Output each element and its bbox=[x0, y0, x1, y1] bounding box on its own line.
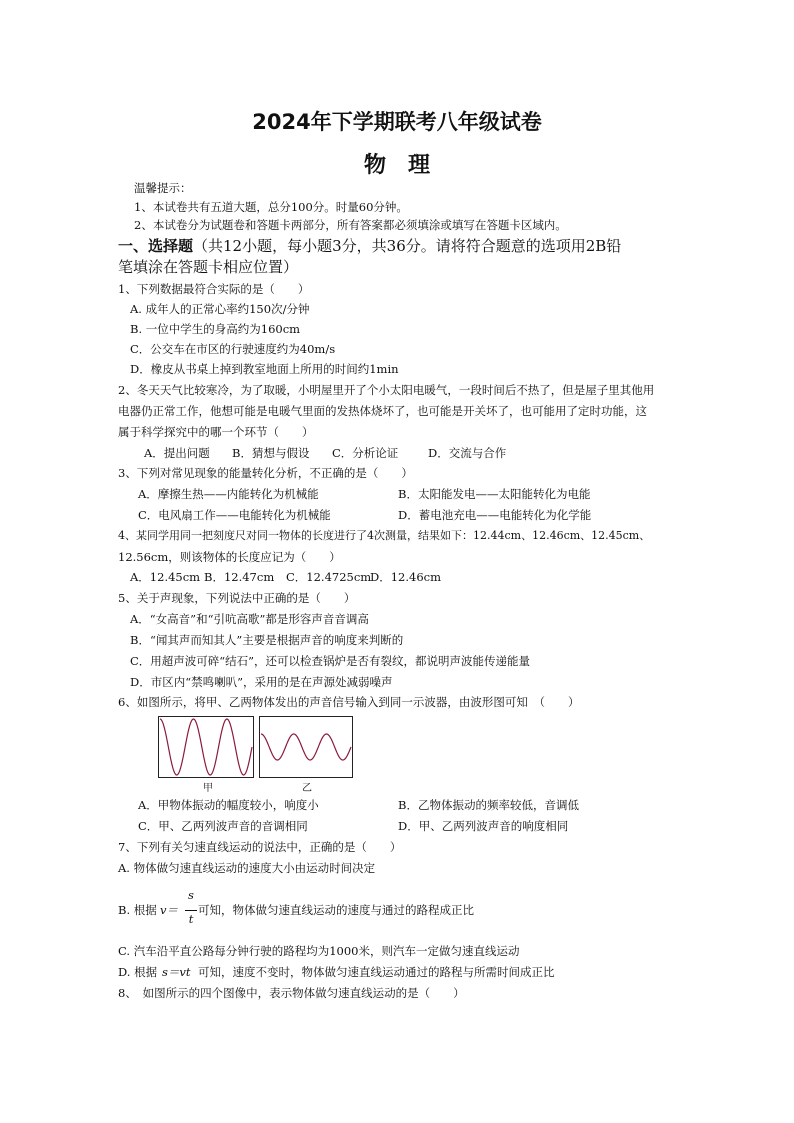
q2-options bbox=[0, 445, 794, 461]
exam-title: 2024年下学期联考八年级试卷 bbox=[252, 110, 542, 134]
section-desc-line2: 笔填涂在答题卡相应位置） bbox=[118, 258, 299, 276]
q7-option-b-text: 可知，物体做匀速直线运动的速度与通过的路程成正比 bbox=[198, 903, 474, 917]
wave-b-label: 乙 bbox=[302, 783, 312, 794]
q5-option-a: A．“女高音”和“引吭高歌”都是形容声音音调高 bbox=[130, 612, 369, 626]
q1-option-c: C．公交车在市区的行驶速度约为40m/s bbox=[130, 342, 336, 356]
q1-option-a: A. 成年人的正常心率约150次/分钟 bbox=[130, 302, 310, 316]
q5-option-d: D．市区内“禁鸣喇叭”，采用的是在声源处减弱噪声 bbox=[130, 675, 393, 689]
q3-stem: 3、下列对常见现象的能量转化分析，不正确的是（ ） bbox=[118, 466, 413, 480]
q2-line-1: 2、冬天天气比较寒冷，为了取暖，小明屋里开了个小太阳电暖气，一段时间后不热了，但是屋子里其他用 bbox=[118, 383, 655, 397]
q7-option-d bbox=[118, 964, 778, 980]
section-title: 一、选择题 bbox=[118, 237, 194, 255]
section-heading bbox=[118, 236, 621, 256]
q7-option-b-velocity: v＝ bbox=[160, 903, 178, 917]
q4-options bbox=[0, 569, 794, 585]
q7-fraction-bar bbox=[185, 910, 197, 911]
q4-option-c: C．12.4725cm bbox=[286, 570, 372, 584]
q4-line-1: 4、某同学用同一把刻度尺对同一物体的长度进行了4次测量，结果如下：12.44cm、12.46cm、12.45cm、 bbox=[118, 529, 651, 542]
q2-line-2: 电器仍正常工作，他想可能是电暖气里面的发热体烧坏了，也可能是开关坏了，也可能用了定时功能，这 bbox=[118, 404, 647, 418]
q6-option-a: A．甲物体振动的幅度较小，响度小 bbox=[138, 798, 319, 812]
q6-option-c: C．甲、乙两列波声音的音调相同 bbox=[138, 819, 308, 833]
q6-options-row-1 bbox=[0, 797, 794, 813]
q3-options-row-1 bbox=[0, 486, 794, 502]
tips-label: 温馨提示： bbox=[134, 181, 192, 195]
q6-option-b: B．乙物体振动的频率较低，音调低 bbox=[398, 798, 579, 812]
q3-option-d: D．蓄电池充电——电能转化为化学能 bbox=[398, 508, 592, 522]
q8-stem: 8、 如图所示的四个图像中，表示物体做匀速直线运动的是（ ） bbox=[118, 986, 465, 1000]
q5-option-b: B．“闻其声而知其人”主要是根据声音的响度来判断的 bbox=[130, 633, 404, 647]
q4-option-a: A．12.45cm bbox=[130, 570, 201, 584]
q7-option-d-formula: s＝vt bbox=[162, 965, 191, 979]
q4-option-d: D．12.46cm bbox=[370, 570, 441, 584]
q7-fraction-denominator: t bbox=[188, 912, 194, 926]
q7-fraction-numerator: s bbox=[188, 888, 194, 902]
q2-option-c: C．分析论证 bbox=[332, 446, 399, 460]
q7-option-c: C. 汽车沿平直公路每分钟行驶的路程均为1000米，则汽车一定做匀速直线运动 bbox=[118, 944, 520, 958]
q6-option-d: D．甲、乙两列波声音的响度相同 bbox=[398, 819, 569, 833]
q2-option-d: D．交流与合作 bbox=[428, 446, 507, 460]
q7-stem: 7、下列有关匀速直线运动的说法中，正确的是（ ） bbox=[118, 840, 402, 854]
q1-stem: 1、下列数据最符合实际的是（ ） bbox=[118, 282, 310, 296]
q3-options-row-2 bbox=[0, 507, 794, 523]
subject-title: 物 理 bbox=[363, 153, 430, 178]
q2-option-b: B．猜想与假设 bbox=[232, 446, 310, 460]
q6-stem: 6、如图所示，将甲、乙两物体发出的声音信号输入到同一示波器，由波形图可知 （ ） bbox=[118, 695, 580, 709]
section-desc-line1: （共12小题，每小题3分，共36分。请将符合题意的选项用2B铅 bbox=[193, 237, 622, 255]
q4-option-b: B．12.47cm bbox=[204, 570, 275, 584]
q6-options-row-2 bbox=[0, 818, 794, 834]
tip-item-1: 1、本试卷共有五道大题，总分100分。时量60分钟。 bbox=[134, 200, 408, 214]
q7-option-b-prefix: B. 根据 bbox=[118, 903, 157, 917]
q2-line-3: 属于科学探究中的哪一个环节（ ） bbox=[118, 425, 314, 439]
q3-option-b: B．太阳能发电——太阳能转化为电能 bbox=[398, 487, 591, 501]
oscilloscope-wave-b bbox=[259, 716, 353, 778]
q7-option-d-text: 可知，速度不变时，物体做匀速直线运动通过的路程与所需时间成正比 bbox=[198, 965, 555, 979]
q5-option-c: C．用超声波可碎“结石”，还可以检查锅炉是否有裂纹，都说明声波能传递能量 bbox=[130, 654, 531, 668]
q7-option-d-prefix: D. 根据 bbox=[118, 965, 158, 979]
q2-option-a: A．提出问题 bbox=[144, 446, 210, 460]
q5-stem: 5、关于声现象，下列说法中正确的是（ ） bbox=[118, 591, 356, 605]
q4-line-2: 12.56cm，则该物体的长度应记为（ ） bbox=[118, 550, 341, 564]
q1-option-b: B. 一位中学生的身高约为160cm bbox=[130, 322, 301, 336]
q3-option-c: C．电风扇工作——电能转化为机械能 bbox=[138, 508, 331, 522]
wave-a-label: 甲 bbox=[203, 783, 213, 794]
q1-option-d: D．橡皮从书桌上掉到教室地面上所用的时间约1min bbox=[130, 362, 399, 376]
tip-item-2: 2、本试卷分为试题卷和答题卡两部分，所有答案都必须填涂或填写在答题卡区域内。 bbox=[134, 218, 567, 232]
q3-option-a: A．摩擦生热——内能转化为机械能 bbox=[138, 487, 319, 501]
oscilloscope-wave-a bbox=[158, 716, 254, 778]
q7-option-a: A. 物体做匀速直线运动的速度大小由运动时间决定 bbox=[118, 861, 376, 875]
